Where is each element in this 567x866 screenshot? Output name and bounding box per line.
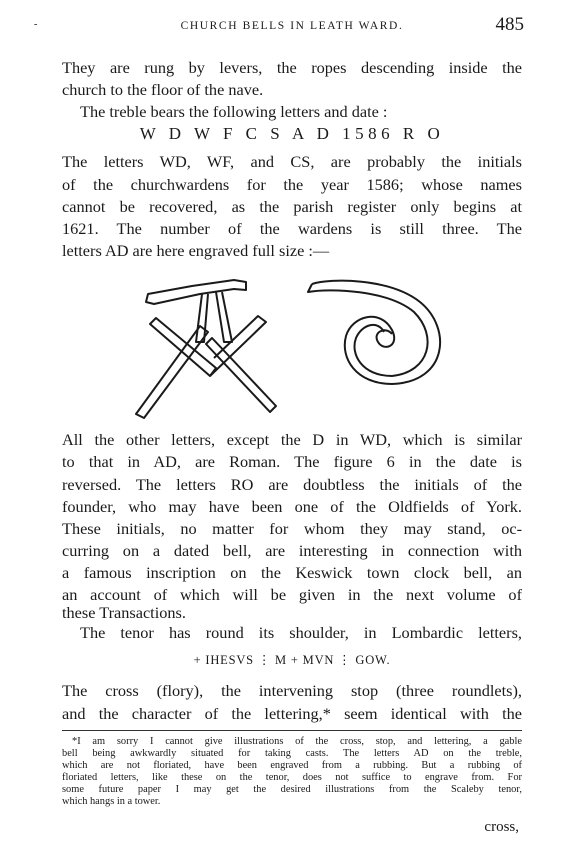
letter-d-spiral (308, 281, 440, 384)
engraved-ad-letters-illustration (130, 272, 450, 422)
text-line: and the character of the lettering,* seem identical with the (62, 704, 522, 723)
text-line: church to the floor of the nave. (62, 80, 264, 99)
letter-a-right-diagonal (206, 338, 276, 412)
text-line: They are rung by levers, the ropes descending inside the (62, 58, 522, 77)
footnote-rule (62, 730, 522, 731)
footnote-line: which hangs in a tower. (62, 796, 161, 807)
treble-inscription: W D W F C S A D 1586 R O (139, 124, 445, 143)
text-line: these Transactions. (62, 603, 186, 622)
text-line: The cross (flory), the intervening stop (three roundlets), (62, 681, 522, 700)
text-line: cannot be recovered, as the parish register only begins at (62, 197, 522, 216)
text-line: curring on a dated bell, are interesting in connection with (62, 541, 522, 560)
footnote-line: some future paper I may get the desired illustrations from the Scaleby tenor, (62, 784, 522, 795)
text-line: The treble bears the following letters and date : (80, 102, 388, 121)
text-line: 1621. The number of the wardens is still three. The (62, 219, 522, 238)
running-header (34, 14, 524, 38)
footnote-line: which are not floriated, have been engraved from a rubbing. But a rubbing of (62, 760, 522, 771)
header-mark: - (34, 19, 38, 30)
page-number: 485 (495, 14, 524, 35)
text-line: letters AD are here engraved full size :— (62, 241, 330, 260)
text-line: reversed. The letters RO are doubtless the initials of the (62, 475, 522, 494)
letter-a-right-stem (216, 292, 232, 342)
footnote-line: *I am sorry I cannot give illustrations of the cross, stop, and lettering, a gable (72, 736, 522, 747)
text-line: founder, who may have been one of the Oldfields of York. (62, 497, 522, 516)
tenor-inscription: + IHESVS ⋮ M + MVN ⋮ GOW. (193, 653, 391, 667)
footnote-line: bell being awkwardly situated for taking casts. The letters AD on the treble, (62, 748, 522, 759)
running-title: CHURCH BELLS IN LEATH WARD. (180, 20, 404, 32)
text-line: an account of which will be given in the next volume of (62, 585, 522, 604)
text-line: The letters WD, WF, and CS, are probably the initials (62, 152, 522, 171)
catchword: cross, (484, 819, 519, 835)
text-line: All the other letters, except the D in WD, which is similar (62, 430, 522, 449)
text-line: of the churchwardens for the year 1586; whose names (62, 175, 522, 194)
text-line: a famous inscription on the Keswick town clock bell, an (62, 563, 522, 582)
text-line: to that in AD, are Roman. The figure 6 in the date is (62, 452, 522, 471)
footnote-line: floriated letters, like these on the tenor, does not suffice to engrave from. For (62, 772, 522, 783)
text-line: These initials, no matter for whom they may stand, oc- (62, 519, 522, 538)
text-line: The tenor has round its shoulder, in Lombardic letters, (80, 623, 522, 642)
letter-a-top-bar (146, 280, 246, 304)
